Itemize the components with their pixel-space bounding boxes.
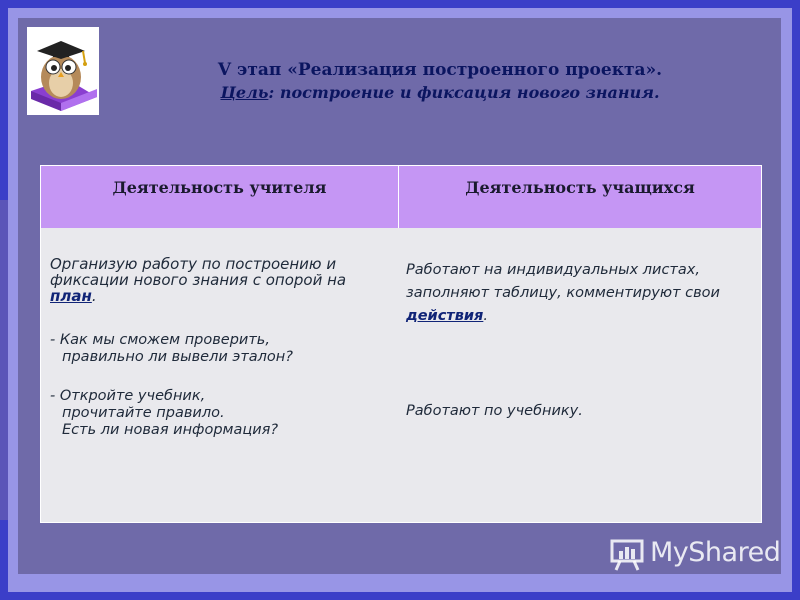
activity-table	[40, 165, 762, 523]
teacher-plan-link: план	[50, 287, 92, 305]
slide-title-block	[110, 58, 770, 104]
teacher-paragraph-3	[50, 388, 395, 439]
teacher-p3-line1: - Откройте учебник,	[50, 388, 206, 404]
teacher-paragraph-2	[50, 332, 395, 366]
teacher-p1-end: .	[91, 287, 97, 305]
teacher-p2-line1: - Как мы сможем проверить,	[50, 332, 270, 348]
header-teacher-activity: Деятельность учителя	[112, 178, 327, 197]
teacher-p3-line3: Есть ли новая информация?	[62, 422, 279, 438]
student-p1-end: .	[483, 308, 488, 324]
header-student-activity: Деятельность учащихся	[465, 178, 695, 197]
slide-goal	[110, 82, 770, 104]
goal-label: Цель	[220, 83, 269, 102]
teacher-p1-text: Организую работу по построению и фиксации нового знания с опорой на	[50, 255, 347, 289]
student-paragraph-1	[406, 259, 751, 328]
student-p1-text: Работают на индивидуальных листах, заполняют таблицу, комментируют свои	[406, 262, 720, 301]
presentation-board-icon	[610, 539, 646, 575]
teacher-paragraph-1	[50, 256, 395, 304]
student-paragraph-2: Работают по учебнику.	[406, 403, 583, 419]
teacher-p3-line2: прочитайте правило.	[62, 405, 225, 421]
goal-text: : построение и фиксация нового знания.	[268, 83, 660, 102]
teacher-p2-line2: правильно ли вывели эталон?	[62, 349, 293, 365]
watermark-text: MyShared	[650, 537, 781, 568]
watermark	[606, 535, 781, 575]
owl-with-book-icon	[27, 27, 99, 115]
student-actions-link: действия	[406, 308, 484, 324]
slide-title: V этап «Реализация построенного проекта».	[217, 60, 663, 80]
table-header-row	[41, 166, 761, 228]
